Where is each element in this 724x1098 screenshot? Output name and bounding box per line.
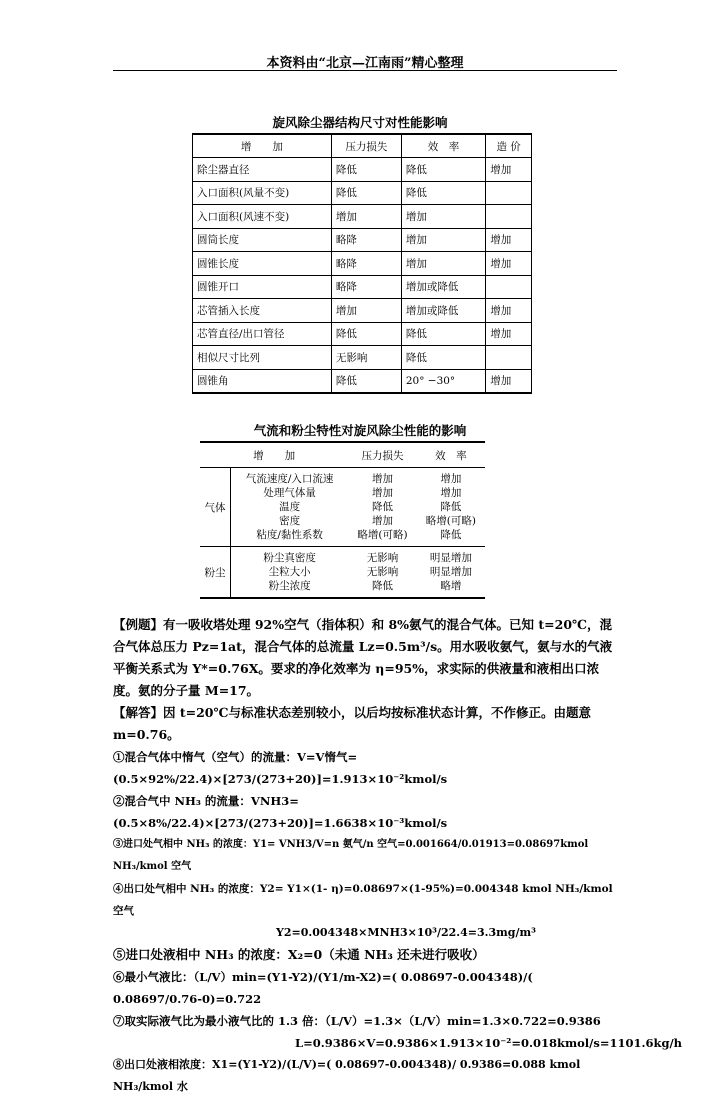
cell-line: 降低 (372, 501, 393, 513)
cell-line: 处理气体量 (263, 487, 316, 499)
table-row (193, 181, 532, 205)
table-structure-effects (192, 133, 532, 394)
table-cell: 降低 (331, 181, 401, 205)
table-row (193, 346, 532, 370)
table1-header-cell: 增 加 (193, 134, 332, 158)
table-cell: 略降 (331, 228, 401, 252)
table-gas-dust-effects (200, 441, 485, 599)
cell-line: 无影响 (366, 552, 399, 564)
table-cell: 圆锥开口 (193, 275, 332, 299)
table-cell: 20° −30° (401, 369, 485, 393)
example-answer-intro: 【解答】因 t=20℃与标准状态差别较小，以后均按标准状态计算，不作修正。由题意 m=0.76。 (113, 705, 591, 742)
table-row (193, 275, 532, 299)
cell-line: 粉尘真密度 (263, 552, 316, 564)
table-row (193, 205, 532, 229)
table-cell: 入口面积(风量不变) (193, 181, 332, 205)
table-cell (486, 205, 532, 229)
table1-title: 旋风除尘器结构尺寸对性能影响 (272, 115, 448, 130)
table2-header-cell: 增 加 (200, 442, 348, 468)
table-cell: 增加 (486, 369, 532, 393)
table-cell: 无影响 (331, 346, 401, 370)
group-label: 粉尘 (200, 547, 231, 599)
table-cell: 降低 (401, 346, 485, 370)
table-row (193, 369, 532, 393)
table-cell: 增加 (486, 158, 532, 182)
table1-header-cell: 造 价 (486, 134, 532, 158)
solution-step-4: ④出口处气相中 NH₃ 的浓度：Y2= Y1×(1- η)=0.08697×(1-95%)=0.004348 kmol NH₃/kmol 空气 (113, 883, 613, 917)
header-rule (113, 70, 617, 71)
table-cell: 降低 (401, 158, 485, 182)
group-efficiency-cell (417, 547, 485, 599)
solution-step-2: ②混合气中 NH₃ 的流量：VNH3=(0.5×8%/22.4)×[273/(273+20)]=1.6638×10⁻³kmol/s (113, 794, 448, 830)
table-cell: 增加 (486, 299, 532, 323)
table-cell (486, 181, 532, 205)
table-cell: 相似尺寸比列 (193, 346, 332, 370)
solution-step-1: ①混合气体中惰气（空气）的流量：V=V惰气=(0.5×92%/22.4)×[273/(273+20)]=1.913×10⁻²kmol/s (113, 750, 448, 786)
table-cell: 降低 (331, 369, 401, 393)
table-cell: 圆锥角 (193, 369, 332, 393)
table-cell (486, 346, 532, 370)
cell-line: 增加 (372, 473, 393, 485)
cell-line: 增加 (440, 473, 462, 485)
cell-line: 增加 (372, 515, 393, 527)
table2-title: 气流和粉尘特性对旋风除尘性能的影响 (253, 423, 467, 438)
solution-step-6: ⑥最小气液比：（L/V）min=(Y1-Y2)/(Y1/m-X2)=( 0.08697-0.004348)/( 0.08697/0.76-0)=0.722 (113, 970, 533, 1006)
group-pressure-cell (348, 547, 416, 599)
cell-line: 粘度/黏性系数 (256, 529, 323, 541)
table-row (200, 547, 485, 599)
table-row (193, 158, 532, 182)
table2-header-cell: 压力损失 (348, 442, 416, 468)
table-cell (486, 275, 532, 299)
example-problem: 【例题】有一吸收塔处理 92%空气（指体积）和 8%氨气的混合气体。已知 t=20℃，混合气体总压力 Pz=1at，混合气体的总流量 Lz=0.5m³/s。用水吸收氨气，氨与水的气液平衡关系式为 Y*=0.76X。要求的净化效率为 η=95%，求实际的供液量和液相出口浓度。氨的分子量 M=17。 (113, 617, 613, 698)
solution-step-4b: Y2=0.004348×MNH3×10³/22.4=3.3mg/m³ (276, 926, 536, 939)
table-cell: 降低 (331, 158, 401, 182)
table-cell: 略降 (331, 252, 401, 276)
group-pressure-cell (348, 468, 416, 547)
cell-line: 明显增加 (429, 552, 472, 564)
table-cell: 降低 (401, 322, 485, 346)
cell-line: 明显增加 (429, 566, 472, 578)
group-items-cell (231, 547, 349, 599)
table2-header-cell: 效 率 (417, 442, 485, 468)
cell-line: 降低 (440, 529, 462, 541)
group-items-cell (231, 468, 349, 547)
group-efficiency-cell (417, 468, 485, 547)
solution-step-5: ⑤进口处液相中 NH₃ 的浓度：X₂=0（未通 NH₃ 还未进行吸收） (113, 947, 485, 962)
cell-line: 尘粒大小 (268, 566, 311, 578)
page-header: 本资料由“北京—江南雨”精心整理 (266, 56, 464, 71)
cell-line: 温度 (279, 501, 301, 513)
table-cell: 增加或降低 (401, 275, 485, 299)
table1-header-cell: 效 率 (401, 134, 485, 158)
solution-step-7b: L=0.9386×V=0.9386×1.913×10⁻²=0.018kmol/s=1101.6kg/h (295, 1036, 683, 1050)
table-cell: 入口面积(风速不变) (193, 205, 332, 229)
table-cell: 增加 (401, 205, 485, 229)
cell-line: 略增(可略) (357, 529, 408, 541)
cell-line: 增加 (440, 487, 462, 499)
table-cell: 增加 (486, 228, 532, 252)
group-label: 气体 (200, 468, 231, 547)
table-row (200, 468, 485, 547)
cell-line: 密度 (279, 515, 301, 527)
table-cell: 增加 (486, 322, 532, 346)
table-cell: 芯管插入长度 (193, 299, 332, 323)
table-cell: 圆锥长度 (193, 252, 332, 276)
table-row (193, 299, 532, 323)
solution-step-7: ⑦取实际液气比为最小液气比的 1.3 倍：（L/V）=1.3×（L/V）min=1.3×0.722=0.9386 (113, 1014, 601, 1028)
table-cell: 增加 (331, 205, 401, 229)
cell-line: 略增 (440, 580, 462, 592)
table-cell: 增加 (331, 299, 401, 323)
table-cell: 降低 (401, 181, 485, 205)
table1-header-cell: 压力损失 (331, 134, 401, 158)
cell-line: 降低 (440, 501, 462, 513)
example-section (113, 614, 683, 1098)
table-cell: 除尘器直径 (193, 158, 332, 182)
cell-line: 增加 (372, 487, 393, 499)
table-cell: 圆筒长度 (193, 228, 332, 252)
cell-line: 无影响 (366, 566, 399, 578)
cell-line: 气流速度/入口流速 (245, 473, 334, 485)
table-cell: 芯管直径/出口管径 (193, 322, 332, 346)
table-row (193, 228, 532, 252)
table-cell: 降低 (331, 322, 401, 346)
table-cell: 增加 (486, 252, 532, 276)
table-row (193, 322, 532, 346)
table-cell: 增加或降低 (401, 299, 485, 323)
cell-line: 降低 (372, 580, 393, 592)
table-cell: 增加 (401, 252, 485, 276)
table-cell: 略降 (331, 275, 401, 299)
solution-step-8: ⑧出口处液相浓度：X1=(Y1-Y2)/(L/V)=( 0.08697-0.004348)/ 0.9386=0.088 kmol NH₃/kmol 水 (113, 1058, 581, 1093)
table-cell: 增加 (401, 228, 485, 252)
table-row (193, 252, 532, 276)
cell-line: 粉尘浓度 (268, 580, 311, 592)
cell-line: 略增(可略) (425, 515, 476, 527)
solution-step-3: ③进口处气相中 NH₃ 的浓度：Y1= VNH3/V=n 氨气/n 空气=0.001664/0.01913=0.08697kmol NH₃/kmol 空气 (113, 839, 589, 872)
